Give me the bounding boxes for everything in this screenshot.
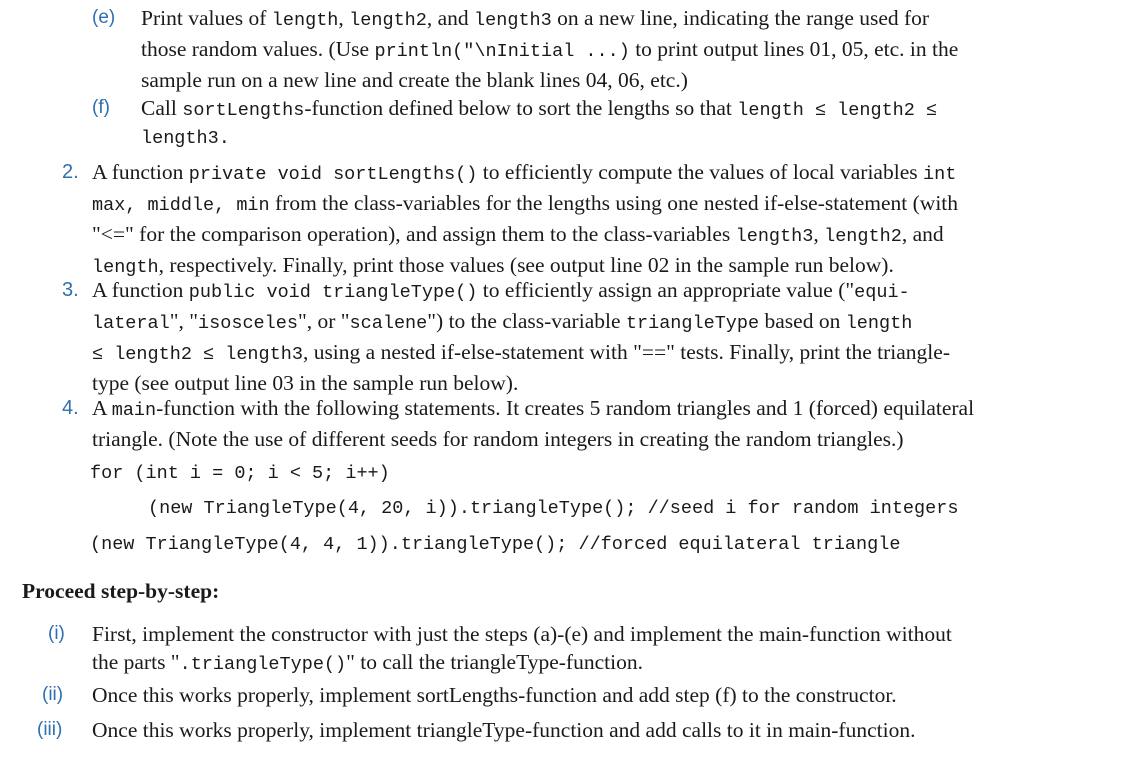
text: , [813, 222, 825, 246]
item-4-text [92, 394, 974, 453]
text: Print values of [141, 6, 272, 30]
code-lateral: lateral [92, 313, 170, 334]
text: A function [92, 278, 189, 302]
item-f-text [141, 94, 937, 153]
code-scalene: scalene [349, 313, 428, 334]
text: "<=" for the comparison operation), and assign them to the class-variables [92, 222, 736, 246]
code-length3: length3 [735, 226, 814, 247]
item-f-line-2: length3. [141, 128, 230, 149]
step-ii-label: (ii) [42, 684, 64, 705]
code-sortlengths: sortLengths [182, 100, 305, 121]
item-3-line-1 [92, 276, 950, 307]
item-e-label: (e) [92, 7, 116, 28]
text: -function defined below to sort the lengths so that [304, 96, 738, 120]
code-vars: max, middle, min [92, 195, 270, 216]
text: , respectively. Finally, print those values (see output line 02 in the sample run below). [158, 253, 894, 277]
text: , and [426, 6, 475, 30]
code-signature: private void sortLengths() [188, 164, 478, 185]
code-println: println("\nInitial ...) [374, 41, 630, 62]
code-length2: length2 [349, 10, 427, 31]
text: ", " [169, 309, 199, 333]
item-2-label: 2. [62, 161, 79, 183]
text: Call [141, 96, 183, 120]
code-length: length [271, 10, 339, 31]
code-length3: length3 [474, 10, 552, 31]
code-triangletype: triangleType [625, 313, 760, 334]
code-length: length [845, 313, 913, 334]
step-iii-label: (iii) [37, 719, 63, 740]
code-isosceles: isosceles [198, 313, 298, 334]
item-2-line-3 [92, 220, 958, 251]
item-f-label: (f) [92, 97, 110, 118]
item-2-line-1 [92, 158, 958, 189]
code-line-for: for (int i = 0; i < 5; i++) [90, 463, 390, 484]
item-3-line-2 [92, 307, 950, 338]
item-e-line-3: sample run on a new line and create the blank lines 04, 06, etc.) [141, 68, 688, 92]
code-line-equilateral: (new TriangleType(4, 4, 1)).triangleType(); //forced equilateral triangle [90, 534, 901, 555]
text: based on [759, 309, 846, 333]
step-i-text [92, 620, 952, 679]
code-length2: length2 [824, 226, 902, 247]
item-3-text [92, 276, 950, 397]
text: on a new line, indicating the range used for [551, 6, 930, 30]
text: , using a nested if-else-statement with "==" tests. Finally, print the triangle- [302, 340, 950, 364]
text: , and [901, 222, 944, 246]
item-e-text [141, 4, 958, 94]
item-e-line-2 [141, 35, 958, 66]
text: , [338, 6, 350, 30]
text: ") to the class-variable [427, 309, 626, 333]
step-i-line-2 [92, 648, 952, 679]
text: from the class-variables for the lengths using one nested if-else-statement (with [269, 191, 959, 215]
text: ", or " [297, 309, 350, 333]
step-i-line-1: First, implement the constructor with just the steps (a)-(e) and implement the main-function without [92, 622, 952, 646]
item-4-line-1 [92, 394, 974, 425]
step-i-label: (i) [48, 623, 65, 644]
step-ii-line-1: Once this works properly, implement sortLengths-function and add step (f) to the constructor. [92, 683, 897, 707]
code-equi: equi- [854, 282, 910, 303]
code-int: int [922, 164, 957, 185]
text: to efficiently assign an appropriate value (" [477, 278, 855, 302]
code-triangletype-call: .triangleType() [179, 654, 347, 675]
item-e-line-1 [141, 4, 958, 35]
item-3-line-3 [92, 338, 950, 369]
item-3-label: 3. [62, 279, 79, 301]
code-condition: ≤ length2 ≤ length3 [92, 344, 303, 365]
item-4-line-2: triangle. (Note the use of different seeds for random integers in creating the random triangles.) [92, 427, 904, 451]
item-2-line-2 [92, 189, 958, 220]
step-iii-text [92, 716, 915, 744]
item-4-label: 4. [62, 397, 79, 419]
code-line-random-triangle: (new TriangleType(4, 20, i)).triangleType(); //seed i for random integers [148, 498, 959, 519]
text: A function [92, 160, 189, 184]
step-iii-line-1: Once this works properly, implement triangleType-function and add calls to it in main-function. [92, 718, 916, 742]
text: to print output lines 01, 05, etc. in the [629, 37, 959, 61]
code-condition: length ≤ length2 ≤ [737, 100, 938, 121]
proceed-heading: Proceed step-by-step: [22, 579, 220, 603]
text: " to call the triangleType-function. [346, 650, 643, 674]
item-f-line-1 [141, 94, 937, 125]
text: those random values. (Use [141, 37, 375, 61]
item-3-line-4: type (see output line 03 in the sample run below). [92, 371, 519, 395]
code-main: main [111, 400, 157, 421]
text: A [92, 396, 112, 420]
item-2-text [92, 158, 958, 282]
code-signature: public void triangleType() [188, 282, 478, 303]
text: -function with the following statements. It creates 5 random triangles and 1 (forced) equilateral [156, 396, 975, 420]
step-ii-text [92, 681, 897, 709]
code-length: length [92, 257, 159, 278]
text: to efficiently compute the values of local variables [477, 160, 923, 184]
text: the parts " [92, 650, 180, 674]
